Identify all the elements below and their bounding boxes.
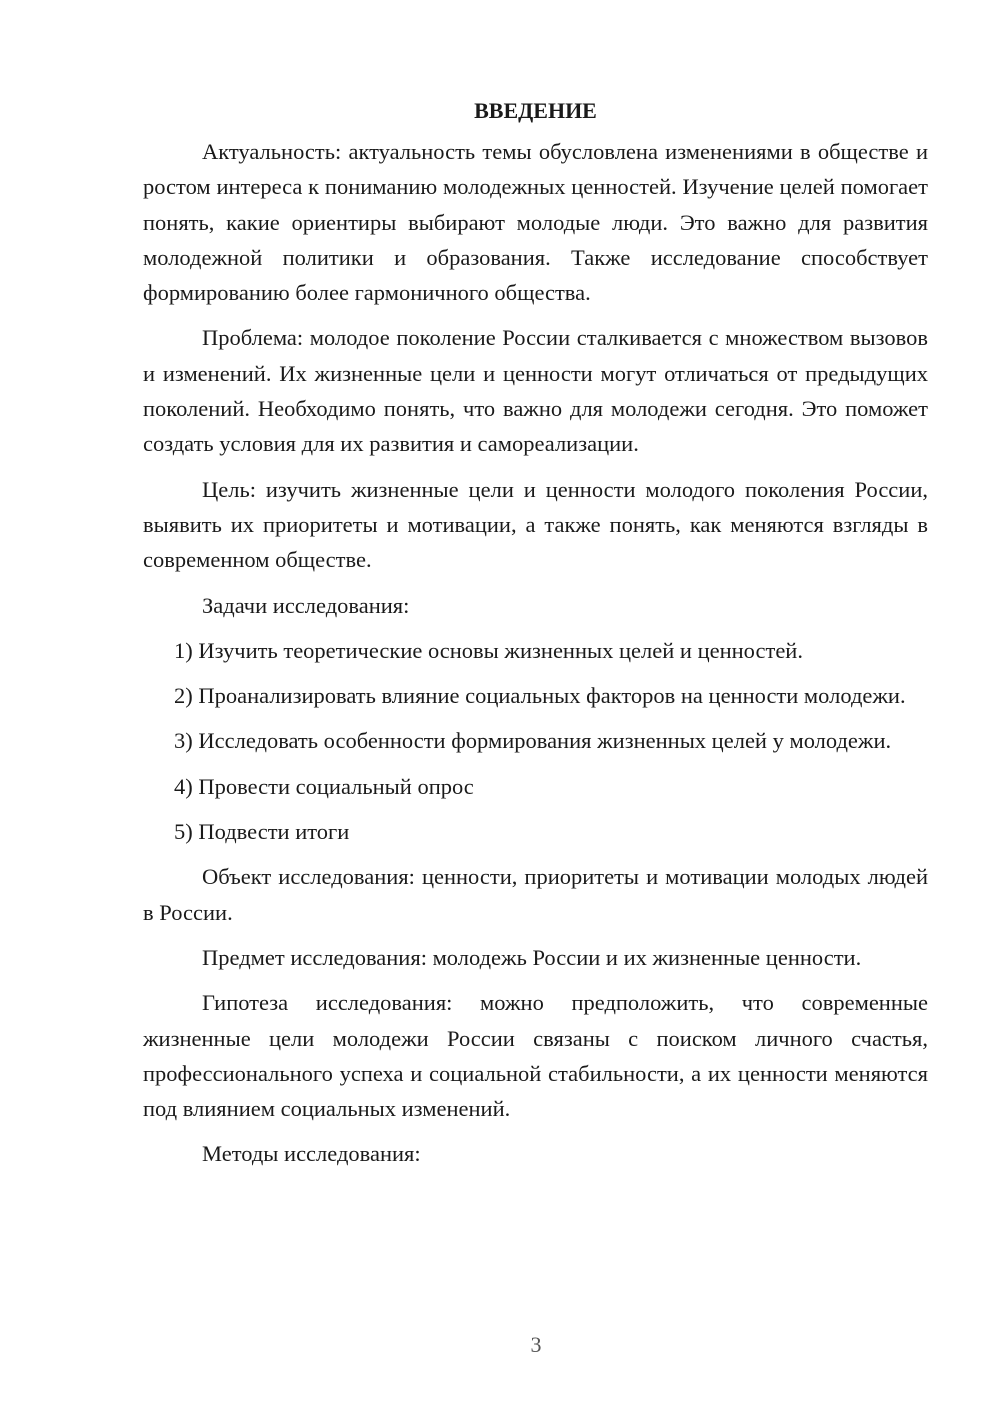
paragraph-hypothesis: Гипотеза исследования: можно предположить, что современные жизненные цели молодежи России связаны с поиском личного счастья, профессионального успеха и социальной стабильности, а их ценности меняются под влиянием социальных изменений.: [143, 990, 928, 1122]
task-item-1: 1) Изучить теоретические основы жизненных целей и ценностей.: [174, 637, 803, 663]
section-heading: ВВЕДЕНИЕ: [474, 98, 597, 123]
paragraph-object: Объект исследования: ценности, приоритеты и мотивации молодых людей в России.: [143, 864, 928, 925]
paragraph-tasks-title: Задачи исследования:: [202, 592, 410, 618]
task-item-5: 5) Подвести итоги: [174, 819, 350, 845]
task-item-3: 3) Исследовать особенности формирования жизненных целей у молодежи.: [174, 728, 892, 754]
paragraph-goal: Цель: изучить жизненные цели и ценности молодого поколения России, выявить их приоритеты и мотивации, а также понять, как меняются взгляды в современном обществе.: [143, 476, 928, 573]
document-page: [143, 93, 928, 1182]
task-item-2: 2) Проанализировать влияние социальных факторов на ценности молодежи.: [174, 683, 906, 709]
paragraph-relevance: Актуальность: актуальность темы обусловлена изменениями в обществе и ростом интереса к пониманию молодежных ценностей. Изучение целей помогает понять, какие ориентиры выбирают молодые люди. Это важно для развития молодежной политики и образования. Также исследование способствует формированию более гармоничного общества.: [143, 139, 928, 306]
paragraph-methods: Методы исследования:: [202, 1141, 421, 1167]
page-number: 3: [530, 1332, 542, 1357]
paragraph-subject: Предмет исследования: молодежь России и их жизненные ценности.: [202, 944, 862, 970]
task-item-4: 4) Провести социальный опрос: [174, 773, 474, 799]
paragraph-problem: Проблема: молодое поколение России сталкивается с множеством вызовов и изменений. Их жизненные цели и ценности могут отличаться от предыдущих поколений. Необходимо понять, что важно для молодежи сегодня. Это поможет создать условия для их развития и самореализации.: [143, 325, 928, 457]
